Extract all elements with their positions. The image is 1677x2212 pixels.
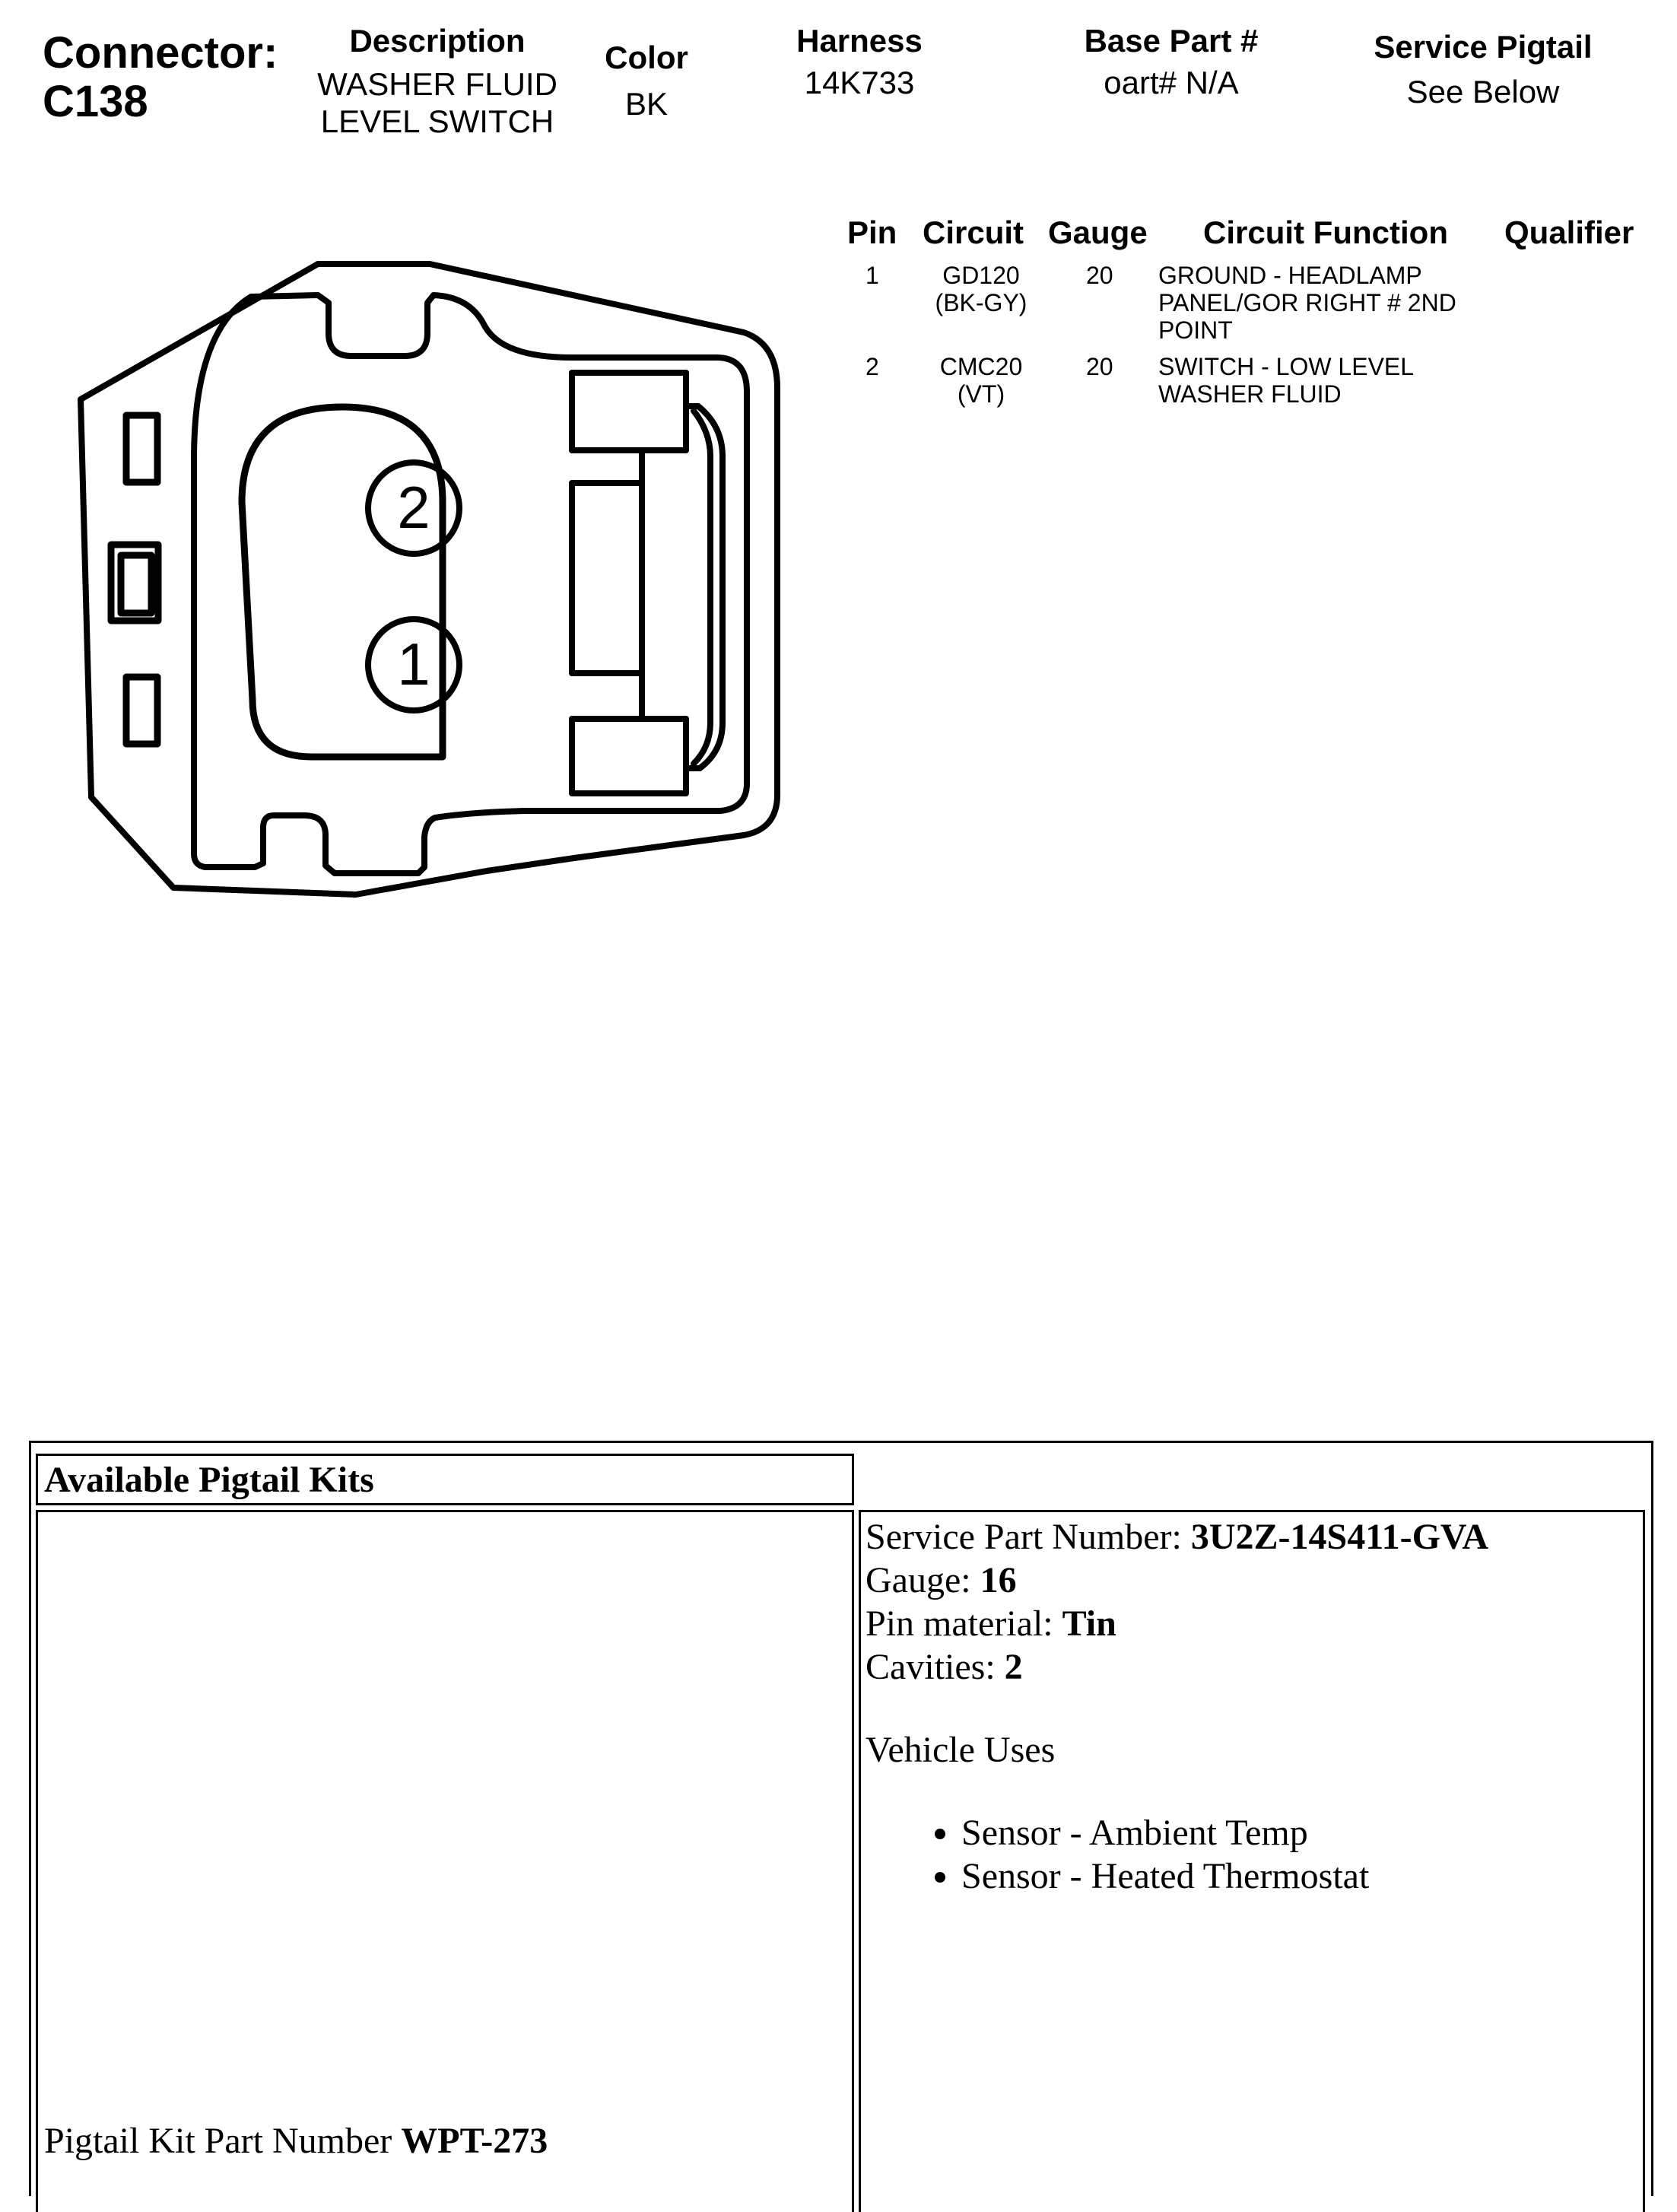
vehicle-uses-list (865, 1811, 1634, 1898)
function-header: Circuit Function (1203, 215, 1448, 250)
cavities-value: 2 (1004, 1647, 1023, 1687)
description-label: Description (349, 23, 526, 59)
connector-diagram (0, 228, 806, 928)
latch-bottom (572, 719, 686, 793)
gauge-value: 16 (980, 1560, 1017, 1600)
cavities-line (865, 1645, 1634, 1689)
latch-top (572, 373, 686, 450)
key-top (126, 415, 157, 482)
harness-label: Harness (796, 23, 923, 59)
service-pigtail-label: Service Pigtail (1374, 29, 1593, 65)
service-part-line (865, 1515, 1634, 1559)
latch-mid (572, 483, 642, 673)
pigtail-title: Available Pigtail Kits (44, 1460, 374, 1500)
service-pigtail-value: See Below (1406, 74, 1560, 110)
row-2-gauge: 20 (1086, 353, 1113, 380)
vehicle-uses-label: Vehicle Uses (865, 1730, 1056, 1770)
pigtail-kit-line (44, 2121, 548, 2162)
circuit-header: Circuit (923, 215, 1024, 250)
row-2-pin: 2 (865, 353, 879, 380)
connector-label: Connector: (43, 28, 278, 78)
cavity-capsule (242, 407, 443, 757)
row-1-circuit (913, 262, 1050, 316)
row-1-function-line-3: POINT (1158, 316, 1233, 344)
harness-column (761, 23, 958, 101)
connector-id: C138 (43, 77, 148, 126)
pin-material-line (865, 1602, 1634, 1645)
row-1-circuit-code: GD120 (942, 262, 1020, 289)
qualifier-header: Qualifier (1504, 215, 1634, 250)
key-mid-inner (121, 555, 151, 613)
row-1-function (1158, 262, 1456, 344)
harness-value: 14K733 (804, 65, 915, 100)
gauge-line (865, 1559, 1634, 1602)
pigtail-section (29, 1441, 1653, 2196)
latch-tab (686, 406, 723, 768)
pigtail-title-cell (36, 1454, 854, 1505)
cavities-label: Cavities: (865, 1647, 996, 1687)
vehicle-use-item: • Sensor - Ambient Temp (961, 1811, 1634, 1854)
row-2-function-line-2: WASHER FLUID (1158, 380, 1342, 408)
pigtail-details (865, 1515, 1634, 1898)
row-2-function-line-1: SWITCH - LOW LEVEL (1158, 353, 1415, 380)
row-2-circuit (913, 353, 1050, 408)
row-1-pin: 1 (865, 262, 879, 289)
pin-table (837, 215, 1673, 420)
service-part-label: Service Part Number: (865, 1517, 1182, 1557)
description-line-1: WASHER FLUID (317, 66, 557, 102)
gauge-label: Gauge: (865, 1560, 971, 1600)
connector-title (43, 29, 278, 126)
description-column (304, 23, 570, 140)
vehicle-use-item: • Sensor - Heated Thermostat (961, 1854, 1634, 1898)
pigtail-kit-label: Pigtail Kit Part Number (44, 2121, 392, 2161)
pin-header: Pin (847, 215, 897, 250)
row-1-gauge: 20 (1086, 262, 1113, 289)
description-line-2: LEVEL SWITCH (320, 103, 554, 139)
row-1-function-line-1: GROUND - HEADLAMP (1158, 262, 1422, 289)
gauge-header: Gauge (1048, 215, 1148, 250)
pin-1-label: 1 (397, 631, 430, 698)
key-bottom (126, 677, 157, 744)
pigtail-kit-cell (36, 1510, 854, 2212)
inner-shell (194, 295, 747, 873)
row-2-function (1158, 353, 1414, 408)
base-part-value: oart# N/A (1104, 65, 1239, 100)
pin-material-value: Tin (1062, 1603, 1116, 1644)
row-2-circuit-code: CMC20 (939, 353, 1023, 380)
base-part-column (1050, 23, 1293, 101)
pigtail-kit-number: WPT-273 (401, 2121, 548, 2161)
color-column (578, 40, 715, 122)
row-1-circuit-color: (BK-GY) (935, 289, 1027, 316)
color-value: BK (624, 86, 669, 122)
service-part-value: 3U2Z-14S411-GVA (1190, 1517, 1489, 1557)
color-label: Color (605, 40, 688, 75)
row-2-circuit-color: (VT) (957, 380, 1005, 408)
latch-tab-inner (694, 411, 710, 764)
pin-2-label: 2 (397, 474, 430, 541)
service-pigtail-column (1346, 29, 1620, 110)
pin-material-label: Pin material: (865, 1603, 1053, 1644)
base-part-label: Base Part # (1084, 23, 1259, 59)
row-1-function-line-2: PANEL/GOR RIGHT # 2ND (1158, 289, 1456, 316)
pigtail-details-cell (859, 1510, 1645, 2212)
